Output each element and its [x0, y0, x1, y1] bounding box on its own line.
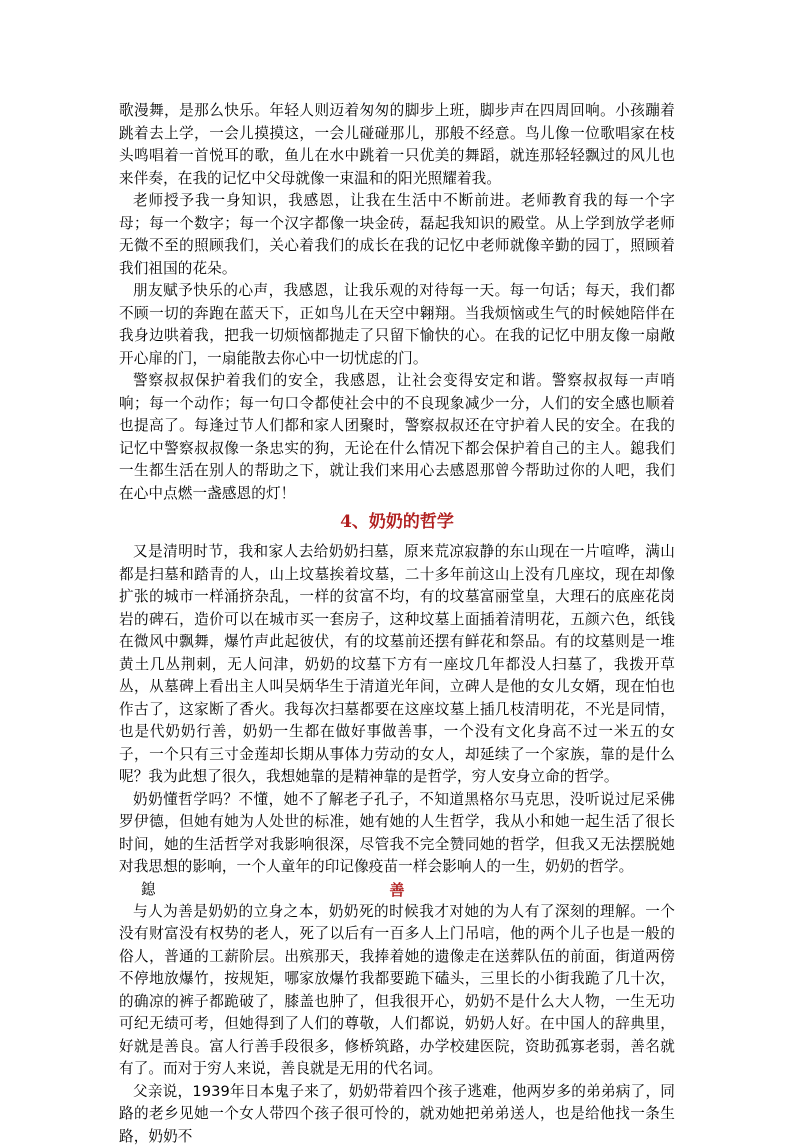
section-heading: 4、奶奶的哲学 [119, 509, 675, 535]
document-page [119, 100, 675, 1148]
paragraph-friend: 朋友赋予快乐的心声，我感恩，让我乐观的对待每一天。每一句话；每天，我们都不顾一切的奔跑在蓝天下，正如鸟儿在天空中翱翔。当我烦恼或生气的时候她陪伴在我身边哄着我，把我一切烦恼都抛走了只留下愉快的心。在我的记忆中朋友像一扇敞开心扉的门，一扇能散去你心中一切忧虑的门。 [119, 280, 675, 370]
paragraph-philosophy: 奶奶懂哲学吗？不懂，她不了解老子孔子，不知道黑格尔马克思，没听说过尼采佛罗伊德，但她有她为人处世的标准，她有她的人生哲学，我从小和她一起生活了很长时间，她的生活哲学对我影响很深，尽管我不完全赞同她的哲学，但我又无法摆脱她对我思想的影响，一个人童年的印记像疫苗一样会影响人的一生，奶奶的哲学。 [119, 789, 675, 879]
paragraph-qingming: 又是清明时节，我和家人去给奶奶扫墓，原来荒凉寂静的东山现在一片喧哗，满山都是扫墓和踏青的人，山上坟墓挨着坟墓，二十多年前这山上没有几座坟，现在却像扩张的城市一样涌挤杂乱，一样的贫富不均，有的坟墓富丽堂皇，大理石的底座花岗岩的碑石，造价可以在城市买一套房子，这种坟墓上面插着清明花，五颜六色，纸钱在微风中飘舞，爆竹声此起彼伏，有的坟墓前还摆有鲜花和祭品。有的坟墓则是一堆黄土几丛荆刺，无人问津，奶奶的坟墓下方有一座坟几年都没人扫墓了，我拨开草丛，从墓碑上看出主人叫吴炳华生于清道光年间，立碑人是他的女儿女婿，现在怕也作古了，这家断了香火。我每次扫墓都要在这座坟墓上插几枝清明花，不光是同情，也是代奶奶行善，奶奶一生都在做好事做善事，一个没有文化身高不过一米五的女子，一个只有三寸金莲却长期从事体力劳动的女人，却延续了一个家族，靠的是什么呢？我为此想了很久，我想她靠的是精神靠的是哲学，穷人安身立命的哲学。 [119, 541, 675, 789]
subheading-row [119, 879, 675, 901]
paragraph-parents: 歌漫舞，是那么快乐。年轻人则迈着匆匆的脚步上班，脚步声在四周回响。小孩蹦着跳着去上学，一会儿摸摸这，一会儿碰碰那儿，那般不经意。鸟儿像一位歌唱家在枝头鸣唱着一首悦耳的歌，鱼儿在水中跳着一只优美的舞蹈，就连那轻轻飘过的风儿也来伴奏，在我的记忆中父母就像一束温和的阳光照耀着我。 [119, 100, 675, 190]
paragraph-teacher: 老师授予我一身知识，我感恩，让我在生活中不断前进。老师教育我的每一个字母；每一个数字；每一个汉字都像一块金砖，磊起我知识的殿堂。从上学到放学老师无微不至的照顾我们，关心着我们的成长在我的记忆中老师就像辛勤的园丁，照顾着我们祖国的花朵。 [119, 190, 675, 280]
subheading-left-mark: 鎴 [141, 879, 156, 901]
paragraph-father: 父亲说，1939年日本鬼子来了，奶奶带着四个孩子逃难，他两岁多的弟弟病了，同路的老乡见她一个女人带四个孩子很可怜的，就劝她把弟弟送人，也是给他找一条生路，奶奶不 [119, 1081, 675, 1148]
paragraph-police: 警察叔叔保护着我们的安全，我感恩，让社会变得安定和谐。警察叔叔每一声哨响；每一个动作；每一句口令都使社会中的不良现象减少一分，人们的安全感也顺着也提高了。每逢过节人们都和家人团聚时，警察叔叔还在守护着人民的安全。在我的记忆中警察叔叔像一条忠实的狗，无论在什么情况下都会保护着自己的主人。鎴我们一生都生活在别人的帮助之下，就让我们来用心去感恩那曾今帮助过你的人吧，我们在心中点燃一盏感恩的灯！ [119, 370, 675, 505]
subheading-title: 善 [119, 879, 675, 901]
paragraph-kindness: 与人为善是奶奶的立身之本，奶奶死的时候我才对她的为人有了深刻的理解。一个没有财富没有权势的老人，死了以后有一百多人上门吊唁，他的两个儿子也是一般的俗人，普通的工薪阶层。出殡那天，我捧着她的遗像走在送葬队伍的前面，街道两傍不停地放爆竹，按规矩，哪家放爆竹我都要跪下磕头，三里长的小街我跪了几十次，的确凉的裤子都跪破了，膝盖也肿了，但我很开心，奶奶不是什么大人物，一生无功可纪无绩可考，但她得到了人们的尊敬，人们都说，奶奶人好。在中国人的辞典里，好就是善良。富人行善手段很多，修桥筑路，办学校建医院，资助孤寡老弱，善名就有了。而对于穷人来说，善良就是无用的代名词。 [119, 901, 675, 1081]
